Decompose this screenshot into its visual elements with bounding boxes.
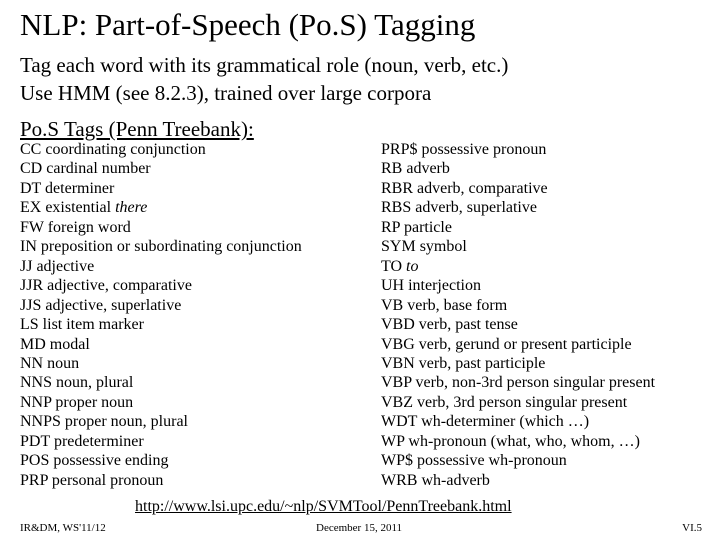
tag-row xyxy=(381,432,655,451)
tag-code: JJR xyxy=(20,277,44,295)
tag-description: coordinating conjunction xyxy=(45,141,206,158)
tag-description: wh-adverb xyxy=(421,471,490,489)
tag-code: WP xyxy=(381,432,405,450)
tag-row xyxy=(381,393,655,412)
tag-row xyxy=(381,257,655,276)
tag-code: VBG xyxy=(381,335,415,353)
tag-code: FW xyxy=(20,218,44,236)
tag-code: EX xyxy=(20,199,42,217)
tag-code: VBP xyxy=(381,374,412,392)
tag-description: verb, 3rd person singular present xyxy=(417,393,628,411)
tag-row xyxy=(381,179,655,198)
tag-row xyxy=(381,159,655,178)
tag-code: NNP xyxy=(20,393,52,411)
tag-row xyxy=(381,276,655,295)
tag-description: interjection xyxy=(408,277,481,295)
tag-description: adverb, comparative xyxy=(417,179,548,197)
tags-subheading: Po.S Tags (Penn Treebank): xyxy=(20,117,254,141)
tag-description: adjective xyxy=(36,257,95,275)
tag-code: TO xyxy=(381,257,403,275)
tag-row xyxy=(381,354,655,373)
tag-description: verb, past participle xyxy=(418,354,546,372)
tag-row xyxy=(20,159,302,178)
tag-description: possessive ending xyxy=(53,452,169,470)
tag-code: RBR xyxy=(381,179,414,197)
tag-code: JJ xyxy=(20,257,33,275)
tag-code: RBS xyxy=(381,199,412,217)
tag-row xyxy=(381,412,655,431)
tag-code: PRP xyxy=(20,471,48,489)
tag-row xyxy=(381,198,655,217)
tag-code: PRP$ xyxy=(381,141,418,158)
tag-row xyxy=(20,276,302,295)
tag-description: noun xyxy=(47,354,80,372)
tag-description: verb, base form xyxy=(407,296,508,314)
footer-slide-number: VI.5 xyxy=(682,522,702,534)
tag-description: cardinal number xyxy=(46,160,151,178)
footer-date: December 15, 2011 xyxy=(316,522,403,534)
tag-description: particle xyxy=(403,218,452,236)
tag-row xyxy=(20,237,302,256)
tag-description: preposition or subordinating conjunction xyxy=(40,238,302,256)
tag-code: JJS xyxy=(20,296,42,314)
tag-description: wh-pronoun (what, who, whom, …) xyxy=(408,432,640,450)
tag-code: DT xyxy=(20,179,42,197)
tag-row xyxy=(20,140,302,159)
intro-line: Tag each word with its grammatical role (noun, verb, etc.) xyxy=(20,53,509,77)
tag-row xyxy=(20,393,302,412)
tag-row xyxy=(381,140,655,159)
tag-list-left xyxy=(20,140,302,490)
tag-code: VBN xyxy=(381,354,415,372)
tag-description: predeterminer xyxy=(53,432,144,450)
tag-code: NNS xyxy=(20,374,53,392)
tag-description: adverb xyxy=(406,160,450,178)
tag-code: UH xyxy=(381,277,405,295)
tag-code: NNPS xyxy=(20,413,61,431)
penn-treebank-link[interactable]: http://www.lsi.upc.edu/~nlp/SVMTool/PennTreebank.html xyxy=(135,498,512,515)
tag-row xyxy=(381,335,655,354)
intro-text xyxy=(20,51,508,107)
tag-row xyxy=(381,296,655,315)
tag-row xyxy=(20,315,302,334)
tag-code: CD xyxy=(20,160,43,178)
tag-description: proper noun xyxy=(55,393,134,411)
tag-description: noun, plural xyxy=(56,374,134,392)
tag-row xyxy=(381,315,655,334)
tag-row xyxy=(20,451,302,470)
tag-row xyxy=(381,471,655,490)
tag-description: verb, gerund or present participle xyxy=(418,335,632,353)
tag-description: modal xyxy=(49,335,90,353)
intro-line: Use HMM (see 8.2.3), trained over large corpora xyxy=(20,81,432,105)
tag-description: determiner xyxy=(45,179,115,197)
tag-example-word: to xyxy=(406,257,419,275)
tag-code: VBD xyxy=(381,316,415,334)
tag-example-word: there xyxy=(115,199,148,217)
tag-row xyxy=(20,218,302,237)
tag-code: RB xyxy=(381,160,403,178)
tag-row xyxy=(20,373,302,392)
tag-code: WDT xyxy=(381,413,418,431)
tag-code: VBZ xyxy=(381,393,413,411)
tag-row xyxy=(20,198,302,217)
tag-description: possessive pronoun xyxy=(421,141,547,158)
tag-code: SYM xyxy=(381,238,416,256)
slide-title: NLP: Part-of-Speech (Po.S) Tagging xyxy=(20,7,476,42)
tag-description: foreign word xyxy=(47,218,131,236)
tag-row xyxy=(20,335,302,354)
tag-description: wh-determiner (which …) xyxy=(421,413,590,431)
tag-description: adjective, superlative xyxy=(45,296,182,314)
tag-list-right xyxy=(381,140,655,490)
tag-row xyxy=(20,354,302,373)
tag-description: proper noun, plural xyxy=(64,413,188,431)
tag-row xyxy=(20,471,302,490)
tag-code: PDT xyxy=(20,432,50,450)
tag-row xyxy=(381,218,655,237)
tag-row xyxy=(381,451,655,470)
tag-row xyxy=(20,257,302,276)
tag-code: RP xyxy=(381,218,400,236)
tag-row xyxy=(20,432,302,451)
tag-description: adjective, comparative xyxy=(47,277,192,295)
tag-row xyxy=(20,296,302,315)
tag-description: existential xyxy=(45,199,112,217)
tag-code: WRB xyxy=(381,471,418,489)
tag-row xyxy=(381,373,655,392)
tag-description: verb, past tense xyxy=(418,316,518,334)
tag-row xyxy=(381,237,655,256)
tag-code: WP$ xyxy=(381,452,413,470)
tag-description: personal pronoun xyxy=(51,471,164,489)
tag-description: verb, non-3rd person singular present xyxy=(415,374,656,392)
tag-description: symbol xyxy=(419,238,467,256)
tag-code: NN xyxy=(20,354,44,372)
tag-code: VB xyxy=(381,296,404,314)
tag-code: CC xyxy=(20,141,42,158)
tag-row xyxy=(20,179,302,198)
tag-code: IN xyxy=(20,238,37,256)
footer-course: IR&DM, WS'11/12 xyxy=(20,522,106,534)
tag-description: possessive wh-pronoun xyxy=(417,452,567,470)
tag-description: list item marker xyxy=(42,316,144,334)
tag-row xyxy=(20,412,302,431)
tag-code: LS xyxy=(20,316,39,334)
tag-code: POS xyxy=(20,452,50,470)
tag-code: MD xyxy=(20,335,46,353)
tag-description: adverb, superlative xyxy=(415,199,537,217)
